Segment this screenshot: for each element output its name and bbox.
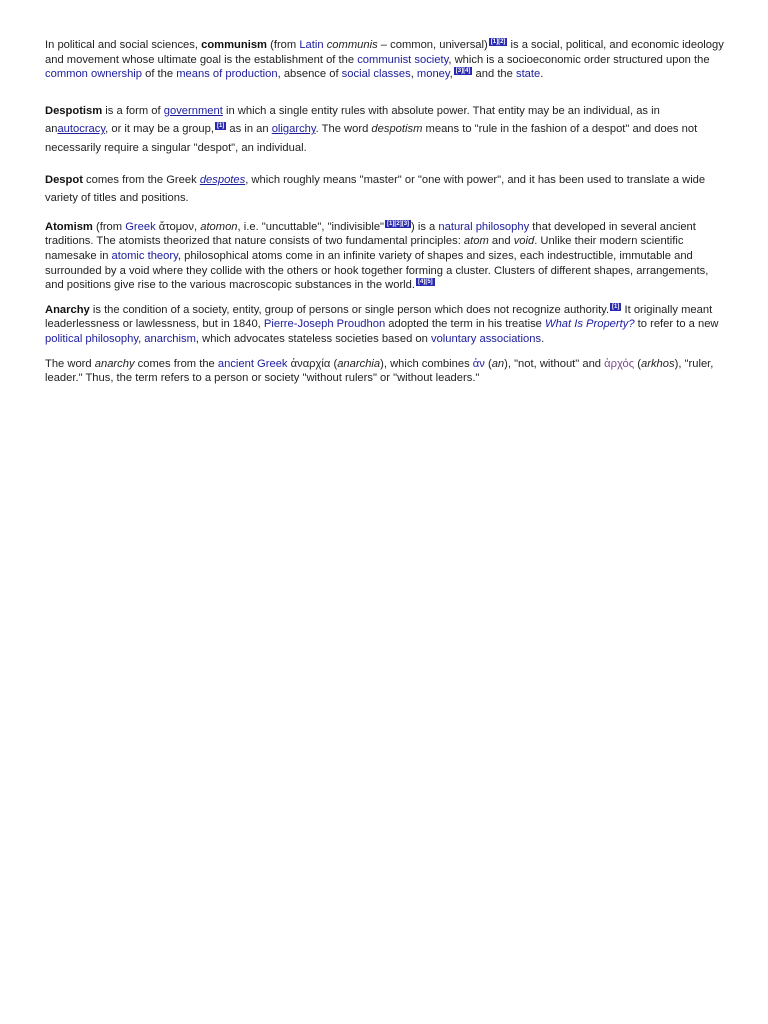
italic-arkhos: arkhos (641, 357, 675, 370)
link-arkhos[interactable]: ἀρχός (604, 357, 635, 370)
text: to refer to a new (634, 318, 719, 331)
text: (from (92, 220, 126, 233)
text: . (540, 68, 544, 81)
text: that developed in several ancient traditions. The atomists theorized that nature consists of two fundamental principles: (45, 220, 696, 248)
text: . (541, 332, 545, 345)
link-communist-society[interactable]: communist society (357, 53, 449, 66)
text: means to "rule in the fashion of a despot" and does not necessarily require a singular "despot", an individual. (45, 123, 698, 154)
italic-atomon: atomon (200, 220, 238, 233)
text: is the condition of a society, entity, group of persons or single person which does not recognize authority. (89, 303, 610, 316)
term-atomism: Atomism (45, 220, 93, 233)
citation-link[interactable]: [3][4] (455, 68, 471, 75)
text: , (410, 68, 417, 81)
italic-anarchy: anarchy (94, 357, 135, 370)
italic-communis: communis (326, 39, 378, 51)
paragraph-anarchy (45, 303, 725, 347)
citation-link[interactable]: [1][2][3] (387, 221, 410, 228)
text: (from (267, 39, 300, 51)
link-oligarchy[interactable]: oligarchy (271, 123, 316, 136)
text: comes from the (134, 357, 218, 370)
link-ancient-greek[interactable]: ancient Greek (217, 357, 288, 370)
text: of the (142, 68, 177, 81)
text: ἀναρχία ( (287, 357, 338, 370)
link-government[interactable]: government (163, 104, 223, 117)
text: ), "not, without" and (504, 357, 605, 370)
italic-atom: atom (463, 235, 489, 248)
link-money[interactable]: money (416, 68, 450, 81)
text: – common, universal) (377, 39, 488, 51)
text: , (138, 332, 145, 345)
text: , which roughly means "master" or "one with power", and it has been used to translate a wide variety of titles and positions. (45, 174, 706, 205)
text: in which a single entity rules with absolute power. That entity may be an individual, as in an (45, 104, 660, 136)
text: ( (484, 357, 492, 370)
text: , (449, 68, 453, 81)
text: ), "ruler, leader." Thus, the term refers to a person or society "without rulers" or "without leaders." (45, 357, 714, 385)
link-means-of-production[interactable]: means of production (176, 68, 278, 81)
citation-link[interactable]: [1] (612, 304, 620, 311)
paragraph-communism (45, 38, 725, 82)
link-atomic-theory[interactable]: atomic theory (111, 250, 178, 262)
text: and (488, 235, 514, 248)
link-despotes[interactable]: despotes (199, 174, 246, 186)
text: . The word (315, 123, 372, 136)
text: is a social, political, and economic ideology and movement whose ultimate goal is the establishment of the (45, 39, 724, 66)
link-an[interactable]: ἀν (472, 357, 485, 370)
text: ( (634, 357, 641, 370)
document-body (45, 38, 725, 386)
link-proudhon[interactable]: Pierre-Joseph Proudhon (263, 318, 386, 331)
paragraph-word-anarchy (45, 357, 725, 386)
text: , i.e. "uncuttable", "indivisible" (237, 220, 385, 233)
term-communism: communism (201, 39, 267, 51)
italic-anarchia: anarchia (337, 357, 381, 370)
link-voluntary-associations[interactable]: voluntary associations (430, 332, 542, 345)
link-political-philosophy[interactable]: political philosophy (45, 332, 139, 345)
term-despotism: Despotism (45, 104, 103, 117)
term-despot: Despot (45, 174, 83, 186)
text: ), which combines (380, 357, 473, 370)
text: , absence of (277, 68, 342, 81)
paragraph-despotism (45, 102, 725, 157)
link-what-is-property[interactable]: What Is Property? (545, 318, 635, 331)
text: . Unlike their modern scientific namesake in (45, 235, 684, 262)
text: is a form of (102, 104, 164, 117)
text: as in an (226, 123, 272, 136)
link-common-ownership[interactable]: common ownership (45, 68, 143, 81)
italic-void: void (513, 235, 535, 248)
citation-link[interactable]: [1] (216, 123, 225, 130)
link-social-classes[interactable]: social classes (341, 68, 411, 81)
text: ) is a (411, 220, 439, 233)
italic-an: an (491, 357, 505, 370)
paragraph-atomism (45, 220, 725, 293)
text: and the (472, 68, 516, 81)
text: comes from the Greek (82, 174, 200, 186)
italic-despotism: despotism (371, 123, 423, 136)
text: The word (45, 357, 95, 370)
text: In political and social sciences, (45, 39, 202, 51)
text: , which is a socioeconomic order structured upon the (448, 53, 710, 66)
text: , or it may be a group, (105, 123, 214, 136)
link-greek[interactable]: Greek (125, 220, 156, 233)
citation-link[interactable]: [4][5] (418, 279, 433, 286)
text: ἄτομον, (155, 220, 201, 233)
text: , which advocates stateless societies based on (195, 332, 431, 345)
paragraph-despot (45, 171, 725, 208)
link-latin[interactable]: Latin (299, 39, 324, 51)
text: It originally meant leaderlessness or lawlessness, but in 1840, (45, 303, 713, 331)
link-autocracy[interactable]: autocracy (57, 123, 106, 136)
text: adopted the term in his treatise (385, 318, 546, 331)
term-anarchy: Anarchy (45, 303, 90, 316)
link-natural-philosophy[interactable]: natural philosophy (438, 220, 530, 233)
citation-link[interactable]: [1][2] (490, 39, 506, 46)
link-state[interactable]: state (515, 68, 541, 81)
text: , philosophical atoms come in an infinite variety of shapes and sizes, each indestructible, immutable and surrounded by a void where they collide with the others or hook together forming a cluster. Clusters of different shapes, arrangements, and positions give rise to the various macroscopic substances in the world. (45, 250, 709, 292)
link-anarchism[interactable]: anarchism (144, 332, 196, 345)
